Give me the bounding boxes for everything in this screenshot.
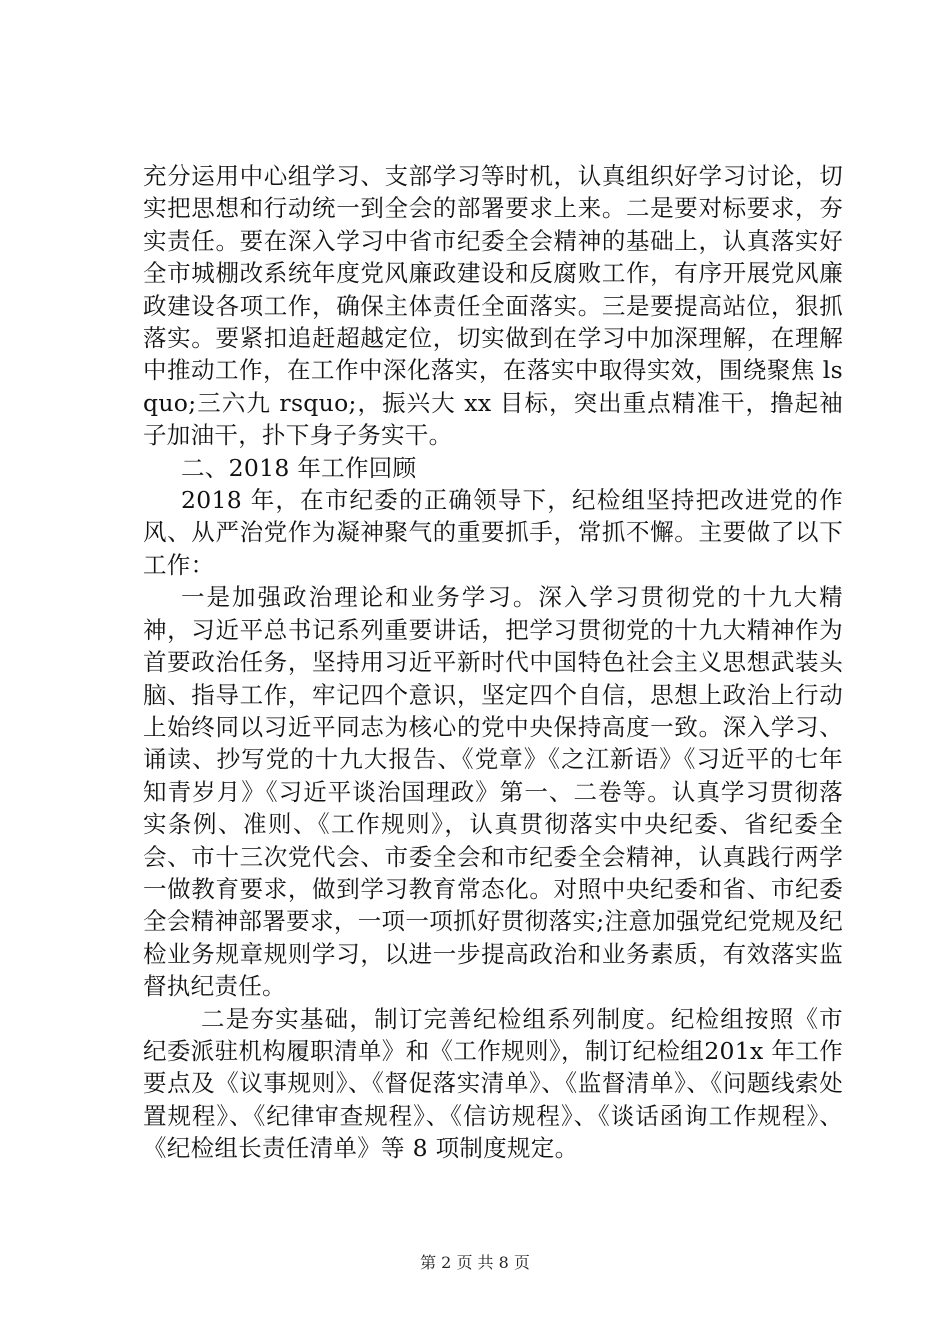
page-number-footer: 第 2 页 共 8 页 <box>420 1253 530 1272</box>
document-body <box>143 160 843 1165</box>
paragraph-political-study: 一是加强政治理论和业务学习。深入学习贯彻党的十九大精神，习近平总书记系列重要讲话，把学习贯彻党的十九大精神作为首要政治任务，坚持用习近平新时代中国特色社会主义思想武装头脑、指导工作，牢记四个意识，坚定四个自信，思想上政治上行动上始终同以习近平同志为核心的党中央保持高度一致。深入学习、诵读、抄写党的十九大报告、《党章》《之江新语》《习近平的七年知青岁月》《习近平谈治国理政》第一、二卷等。认真学习贯彻落实条例、准则、《工作规则》，认真贯彻落实中央纪委、省纪委全会、市十三次党代会、市委全会和市纪委全会精神，认真践行两学一做教育要求，做到学习教育常态化。对照中央纪委和省、市纪委全会精神部署要求，一项一项抓好贯彻落实;注意加强党纪党规及纪检业务规章规则学习，以进一步提高政治和业务素质，有效落实监督执纪责任。 <box>143 583 843 1001</box>
section-heading-2018-review: 二、2018 年工作回顾 <box>181 453 417 482</box>
paragraph-study-implementation: 充分运用中心组学习、支部学习等时机，认真组织好学习讨论，切实把思想和行动统一到全会的部署要求上来。二是要对标要求，夯实责任。要在深入学习中省市纪委全会精神的基础上，认真落实好全市城棚改系统年度党风廉政建设和反腐败工作，有序开展党风廉政建设各项工作，确保主体责任全面落实。三是要提高站位，狠抓落实。要紧扣追赶超越定位，切实做到在学习中加深理解，在理解中推动工作，在工作中深化落实，在落实中取得实效，围绕聚焦 lsquo;三六九 rsquo;，振兴大 xx 目标，突出重点精准干，撸起袖子加油干，扑下身子务实干。 <box>143 162 843 450</box>
paragraph-system-building: 二是夯实基础，制订完善纪检组系列制度。纪检组按照《市纪委派驻机构履职清单》和《工作规则》，制订纪检组201x 年工作要点及《议事规则》、《督促落实清单》、《监督清单》、《问题线索处置规程》、《纪律审查规程》、《信访规程》、《谈话函询工作规程》、《纪检组长责任清单》等 8 项制度规定。 <box>143 1004 843 1163</box>
paragraph-2018-intro: 2018 年，在市纪委的正确领导下，纪检组坚持把改进党的作风、从严治党作为凝神聚气的重要抓手，常抓不懈。主要做了以下工作： <box>143 486 843 579</box>
